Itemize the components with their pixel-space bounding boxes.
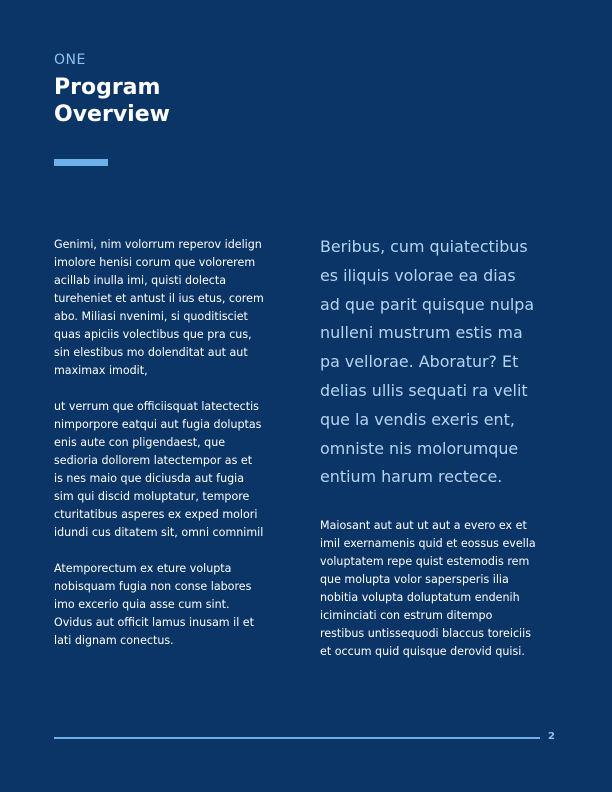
text-line: imil exernamenis quid et eossus evella xyxy=(320,537,536,551)
text-line: lati dignam conectus. xyxy=(54,634,174,647)
text-line: abo. Miliasi nvenimi, si quoditisciet xyxy=(54,310,248,323)
quote-line: que la vendis exeris ent, xyxy=(320,409,515,429)
section-number: ONE xyxy=(54,52,86,68)
text-line: restibus untissequodi blaccus toreiciis xyxy=(320,627,531,641)
quote-line: Beribus, cum quiatectibus xyxy=(320,237,528,256)
body-paragraph xyxy=(54,236,294,380)
text-line: imolore henisi corum que volorerem xyxy=(54,256,256,269)
text-line: nimporpore eatqui aut fugia doluptas xyxy=(54,418,262,431)
text-line: Genimi, nim volorrum reperov idelign xyxy=(54,238,262,251)
quote-line: nulleni mustrum estis ma xyxy=(320,323,523,343)
text-line: sin elestibus mo dolenditat aut aut xyxy=(54,346,248,359)
text-line: et occum quid quisque derovid quisi. xyxy=(320,645,525,659)
text-line: nobisquam fugia non conse labores xyxy=(54,580,252,593)
quote-line: ad que parit quisque nulpa xyxy=(320,294,535,314)
text-line: imo excerio quia asse cum sint. xyxy=(54,598,230,611)
text-line: nobitia volupta doluptatum endenih xyxy=(320,591,520,605)
quote-line: entium harum rectece. xyxy=(320,467,503,487)
text-line: tureheniet et antust il ius etus, corem xyxy=(54,292,264,305)
body-paragraph xyxy=(54,560,294,650)
text-line: Atemporectum ex eture volupta xyxy=(54,562,232,575)
quote-line: pa vellorae. Aboratur? Et xyxy=(320,352,519,372)
text-line: ut verrum que officiisquat latectectis xyxy=(54,400,259,413)
text-line: iciminciati con estrum ditempo xyxy=(320,609,493,623)
quote-line: delias ullis sequati ra velit xyxy=(320,380,528,400)
title-line: Overview xyxy=(54,102,170,127)
text-line: maximax imodit, xyxy=(54,364,148,377)
text-line: idundi cus ditatem sit, omni comnimil xyxy=(54,526,264,539)
pull-quote xyxy=(320,233,570,492)
footer-rule xyxy=(54,737,540,739)
text-line: enis aute con pligendaest, que xyxy=(54,436,226,449)
text-line: quas apiciis volectibus que pra cus, xyxy=(54,328,252,341)
text-line: is nes maio que diciusda aut fugia xyxy=(54,472,245,485)
right-column xyxy=(320,233,570,661)
text-line: que molupta volor sapersperis ilia xyxy=(320,573,509,587)
page-number: 2 xyxy=(548,731,555,742)
text-line: sim qui discid moluptatur, tempore xyxy=(54,490,250,503)
text-line: acillab inulla imi, quisti dolecta xyxy=(54,274,227,287)
quote-line: es iliquis volorae ea dias xyxy=(320,265,516,285)
title-accent-bar xyxy=(54,159,108,166)
quote-line: omniste nis molorumque xyxy=(320,438,519,458)
body-paragraph xyxy=(54,398,294,542)
page-title xyxy=(54,74,294,128)
body-paragraph xyxy=(320,517,570,661)
left-column xyxy=(54,236,294,668)
text-line: cturitatibus asperes ex exped molori xyxy=(54,508,258,521)
title-line: Program xyxy=(54,75,161,100)
text-line: Ovidus aut officit lamus inusam il et xyxy=(54,616,254,629)
text-line: voluptatem repe quist estemodis rem xyxy=(320,555,530,569)
text-line: Maiosant aut aut ut aut a evero ex et xyxy=(320,519,527,533)
text-line: sedioria dollorem latectempor as et xyxy=(54,454,253,467)
